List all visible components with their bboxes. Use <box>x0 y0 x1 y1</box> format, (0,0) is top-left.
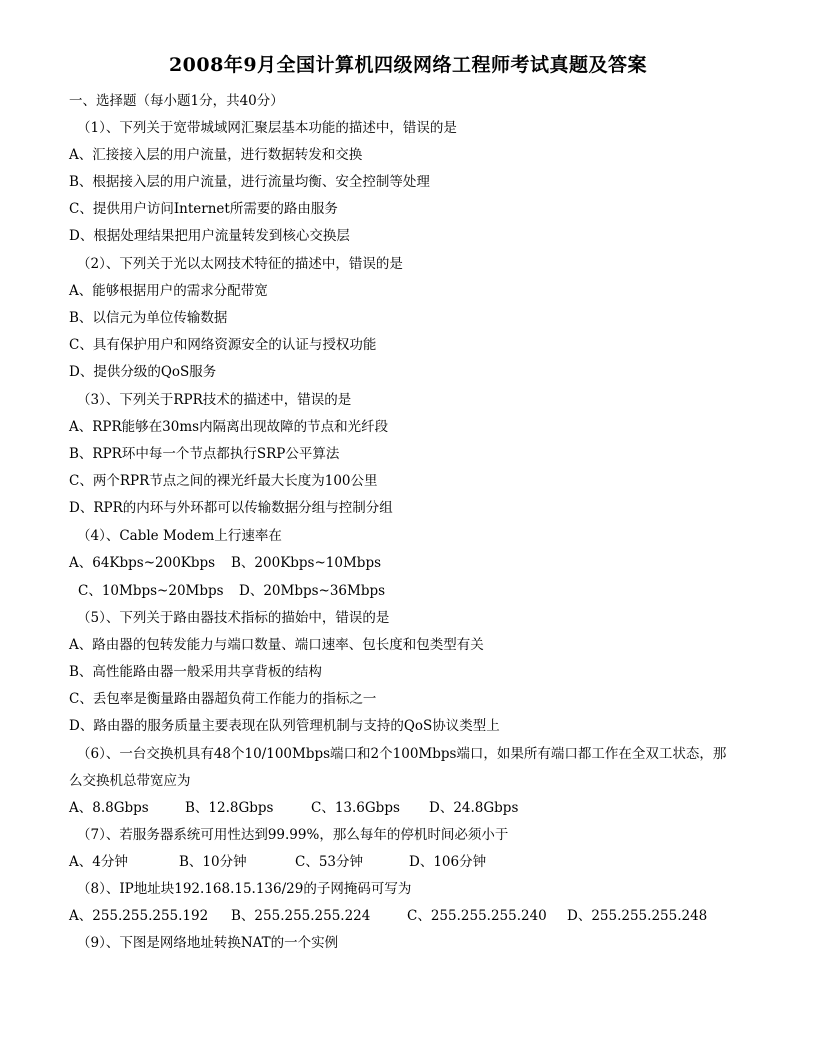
question-7-option-a: A、4分钟 <box>69 854 128 870</box>
question-1-option-b: B、根据接入层的用户流量，进行流量均衡、安全控制等处理 <box>69 174 430 190</box>
question-8-option-a: A、255.255.255.192 <box>69 908 209 924</box>
question-4-stem: （4）、Cable Modem上行速率在 <box>77 528 282 544</box>
question-2-option-b: B、以信元为单位传输数据 <box>69 310 228 326</box>
question-8-stem: （8）、IP地址块192.168.15.136/29的子网掩码可写为 <box>77 881 412 897</box>
question-3-stem: （3）、下列关于RPR技术的描述中，错误的是 <box>77 392 352 408</box>
question-4-option-c: C、10Mbps~20Mbps <box>78 583 224 599</box>
question-3-option-d: D、RPR的内环与外环都可以传输数据分组与控制分组 <box>69 500 393 516</box>
question-3-option-c: C、两个RPR节点之间的裸光纤最大长度为100公里 <box>69 473 378 489</box>
question-1-stem: （1）、下列关于宽带城域网汇聚层基本功能的描述中，错误的是 <box>77 120 457 136</box>
question-2-option-a: A、能够根据用户的需求分配带宽 <box>69 283 268 299</box>
question-4-option-a: A、64Kbps~200Kbps <box>69 555 216 571</box>
question-8-option-d: D、255.255.255.248 <box>567 908 708 924</box>
question-6-option-a: A、8.8Gbps <box>69 800 149 816</box>
question-7-option-d: D、106分钟 <box>409 854 487 870</box>
question-2-option-d: D、提供分级的QoS服务 <box>69 364 217 380</box>
question-7-option-c: C、53分钟 <box>295 854 364 870</box>
question-4-option-b: B、200Kbps~10Mbps <box>231 555 382 571</box>
question-5-stem: （5）、下列关于路由器技术指标的描始中，错误的是 <box>77 610 390 626</box>
question-7-stem: （7）、若服务器系统可用性达到99.99%，那么每年的停机时间必须小于 <box>77 827 509 843</box>
question-9-stem: （9）、下图是网络地址转换NAT的一个实例 <box>77 935 339 951</box>
question-1-option-d: D、根据处理结果把用户流量转发到核心交换层 <box>69 228 350 244</box>
question-6-option-c: C、13.6Gbps <box>311 800 400 816</box>
question-6-option-d: D、24.8Gbps <box>429 800 519 816</box>
question-5-option-d: D、路由器的服务质量主要表现在队列管理机制与支持的QoS协议类型上 <box>69 718 500 734</box>
question-5-option-a: A、路由器的包转发能力与端口数量、端口速率、包长度和包类型有关 <box>69 637 484 653</box>
question-5-option-c: C、丢包率是衡量路由器超负荷工作能力的指标之一 <box>69 691 377 707</box>
document-title: 2008年9月全国计算机四级网络工程师考试真题及答案 <box>168 54 648 76</box>
question-4-option-d: D、20Mbps~36Mbps <box>239 583 386 599</box>
question-1-option-a: A、汇接接入层的用户流量，进行数据转发和交换 <box>69 147 363 163</box>
question-5-option-b: B、高性能路由器一般采用共享背板的结构 <box>69 664 322 680</box>
question-6-stem-line-1: （6）、一台交换机具有48个10/100Mbps端口和2个100Mbps端口，如果所有端口都工作在全双工状态，那 <box>77 746 727 762</box>
question-7-option-b: B、10分钟 <box>179 854 247 870</box>
question-6-stem-line-2: 么交换机总带宽应为 <box>69 773 191 789</box>
question-6-option-b: B、12.8Gbps <box>185 800 274 816</box>
question-8-option-c: C、255.255.255.240 <box>407 908 547 924</box>
question-2-stem: （2）、下列关于光以太网技术特征的描述中，错误的是 <box>77 256 403 272</box>
question-3-option-b: B、RPR环中每一个节点都执行SRP公平算法 <box>69 446 340 462</box>
question-3-option-a: A、RPR能够在30ms内隔离出现故障的节点和光纤段 <box>69 419 389 435</box>
question-8-option-b: B、255.255.255.224 <box>231 908 371 924</box>
question-2-option-c: C、具有保护用户和网络资源安全的认证与授权功能 <box>69 337 377 353</box>
section-heading: 一、选择题（每小题1分，共40分） <box>69 93 284 109</box>
question-1-option-c: C、提供用户访问Internet所需要的路由服务 <box>69 201 338 217</box>
